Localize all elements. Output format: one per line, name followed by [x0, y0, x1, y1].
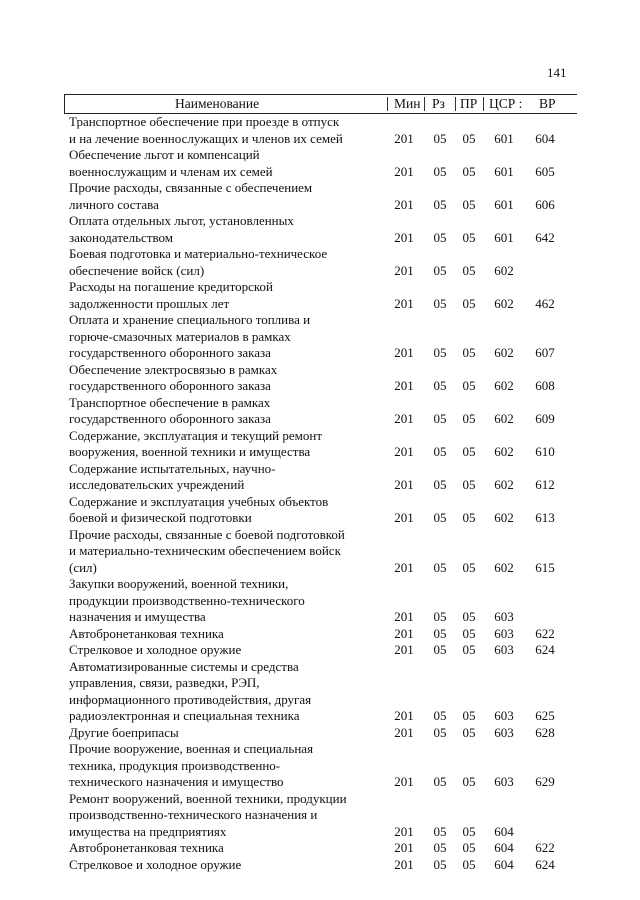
cell-csr: 603 — [494, 774, 514, 789]
row-name-line: боевой и физической подготовки — [69, 510, 252, 525]
cell-min: 201 — [394, 625, 414, 641]
cell-rz: 05 — [433, 724, 447, 740]
cell-min: 201 — [394, 559, 414, 575]
cell-rz: 05 — [433, 477, 447, 492]
cell-pr: 05 — [462, 856, 476, 872]
cell-pr: 05 — [462, 295, 476, 311]
cell-vr: 609 — [535, 411, 555, 426]
cell-rz: 05 — [433, 625, 447, 641]
row-name-line: продукции производственно-технического — [69, 592, 305, 608]
cell-rz: 05 — [433, 642, 447, 657]
table-row — [0, 659, 640, 725]
table-row — [0, 725, 640, 742]
header-vr: ВР — [539, 96, 556, 111]
row-name-line: государственного оборонного заказа — [69, 345, 271, 360]
cell-pr: 05 — [462, 196, 476, 212]
cell-min: 201 — [394, 708, 414, 723]
cell-rz: 05 — [433, 444, 447, 459]
row-name-line: Прочие вооружение, военная и специальная — [69, 741, 314, 756]
cell-rz: 05 — [433, 559, 447, 575]
table-row — [0, 428, 640, 461]
cell-pr: 05 — [462, 444, 476, 459]
cell-pr: 05 — [462, 708, 476, 723]
cell-csr: 604 — [494, 840, 514, 855]
row-name-line: Прочие расходы, связанные с обеспечением — [69, 180, 313, 195]
cell-rz: 05 — [433, 774, 447, 789]
cell-vr: 642 — [535, 229, 555, 245]
table-row — [0, 626, 640, 643]
row-name-line: Содержание, эксплуатация и текущий ремонт — [69, 427, 323, 443]
cell-min: 201 — [394, 823, 414, 839]
cell-csr: 601 — [494, 196, 514, 212]
row-name-line: Стрелковое и холодное оружие — [69, 642, 242, 657]
cell-pr: 05 — [462, 642, 476, 657]
cell-min: 201 — [394, 444, 414, 459]
cell-min: 201 — [394, 856, 414, 872]
cell-vr: 625 — [535, 708, 555, 723]
row-name-line: назначения и имущества — [69, 609, 206, 624]
row-name-line: Стрелковое и холодное оружие — [69, 856, 242, 872]
table-row — [0, 180, 640, 213]
cell-vr: 604 — [535, 130, 555, 146]
cell-vr: 607 — [535, 345, 555, 360]
row-name-line: Расходы на погашение кредиторской — [69, 279, 273, 294]
header-pr: ПР — [460, 96, 478, 111]
cell-vr: 606 — [535, 196, 555, 212]
cell-rz: 05 — [433, 345, 447, 360]
cell-min: 201 — [394, 609, 414, 624]
cell-rz: 05 — [433, 378, 447, 393]
cell-csr: 604 — [494, 856, 514, 872]
cell-csr: 603 — [494, 708, 514, 723]
cell-rz: 05 — [433, 229, 447, 245]
row-name-line: Прочие расходы, связанные с боевой подготовкой — [69, 526, 345, 542]
cell-csr: 603 — [494, 642, 514, 657]
table-row — [0, 114, 640, 147]
row-name-line: Транспортное обеспечение в рамках — [69, 394, 271, 410]
table-row — [0, 791, 640, 841]
table-row — [0, 857, 640, 874]
row-name-line: государственного оборонного заказа — [69, 378, 271, 393]
cell-pr: 05 — [462, 130, 476, 146]
row-name-line: государственного оборонного заказа — [69, 411, 271, 426]
cell-vr: 622 — [535, 625, 555, 641]
cell-pr: 05 — [462, 229, 476, 245]
row-name-line: задолженности прошлых лет — [69, 295, 230, 311]
row-name-line: Транспортное обеспечение при проезде в отпуск — [69, 114, 340, 129]
table-row — [0, 527, 640, 577]
cell-csr: 603 — [494, 724, 514, 740]
row-name-line: личного состава — [69, 196, 159, 212]
cell-pr: 05 — [462, 823, 476, 839]
cell-min: 201 — [394, 724, 414, 740]
cell-pr: 05 — [462, 840, 476, 855]
row-name-line: исследовательских учреждений — [69, 477, 245, 492]
cell-min: 201 — [394, 262, 414, 278]
table-row — [0, 147, 640, 180]
cell-pr: 05 — [462, 625, 476, 641]
row-name-line: законодательством — [69, 229, 174, 245]
cell-min: 201 — [394, 345, 414, 360]
row-name-line: военнослужащим и членам их семей — [69, 163, 273, 179]
cell-vr: 608 — [535, 378, 555, 393]
row-name-line: Автобронетанковая техника — [69, 625, 224, 641]
table-row — [0, 461, 640, 494]
cell-csr: 602 — [494, 378, 514, 393]
cell-rz: 05 — [433, 856, 447, 872]
cell-csr: 602 — [494, 559, 514, 575]
cell-csr: 602 — [494, 510, 514, 525]
cell-rz: 05 — [433, 262, 447, 278]
cell-vr: 624 — [535, 642, 555, 657]
table-row — [0, 840, 640, 857]
row-name-line: техника, продукция производственно- — [69, 757, 281, 773]
cell-csr: 602 — [494, 345, 514, 360]
cell-rz: 05 — [433, 510, 447, 525]
cell-vr: 612 — [535, 477, 555, 492]
cell-vr: 629 — [535, 774, 555, 789]
cell-csr: 601 — [494, 229, 514, 245]
cell-csr: 603 — [494, 625, 514, 641]
row-name-line: технического назначения и имущество — [69, 774, 284, 789]
table-row — [0, 279, 640, 312]
table-row — [0, 213, 640, 246]
cell-csr: 602 — [494, 477, 514, 492]
table-row — [0, 362, 640, 395]
cell-min: 201 — [394, 642, 414, 657]
header-min: Мин — [394, 96, 421, 111]
cell-rz: 05 — [433, 411, 447, 426]
cell-min: 201 — [394, 840, 414, 855]
cell-csr: 602 — [494, 295, 514, 311]
cell-min: 201 — [394, 130, 414, 146]
table-row — [0, 741, 640, 791]
cell-min: 201 — [394, 378, 414, 393]
page-number: 141 — [547, 65, 567, 80]
cell-min: 201 — [394, 295, 414, 311]
cell-min: 201 — [394, 163, 414, 179]
cell-csr: 604 — [494, 823, 514, 839]
row-name-line: Боевая подготовка и материально-техническое — [69, 246, 328, 261]
cell-vr: 624 — [535, 856, 555, 872]
row-name-line: горюче-смазочных материалов в рамках — [69, 328, 291, 344]
row-name-line: имущества на предприятиях — [69, 823, 227, 839]
row-name-line: Другие боеприпасы — [69, 724, 179, 740]
cell-pr: 05 — [462, 378, 476, 393]
cell-vr: 610 — [535, 444, 555, 459]
cell-csr: 601 — [494, 130, 514, 146]
table-row — [0, 246, 640, 279]
cell-vr: 613 — [535, 510, 555, 525]
table-row — [0, 642, 640, 659]
cell-pr: 05 — [462, 477, 476, 492]
table-row — [0, 494, 640, 527]
row-name-line: (сил) — [69, 559, 97, 575]
header-rz: Рз — [432, 96, 445, 111]
row-name-line: Ремонт вооружений, военной техники, продукции — [69, 790, 347, 806]
cell-rz: 05 — [433, 196, 447, 212]
row-name-line: Автоматизированные системы и средства — [69, 658, 299, 674]
cell-pr: 05 — [462, 411, 476, 426]
row-name-line: Содержание и эксплуатация учебных объектов — [69, 493, 329, 509]
cell-min: 201 — [394, 196, 414, 212]
row-name-line: Оплата отдельных льгот, установленных — [69, 213, 294, 228]
cell-rz: 05 — [433, 840, 447, 855]
cell-pr: 05 — [462, 774, 476, 789]
cell-rz: 05 — [433, 823, 447, 839]
cell-pr: 05 — [462, 510, 476, 525]
cell-rz: 05 — [433, 609, 447, 624]
cell-csr: 601 — [494, 163, 514, 179]
row-name-line: обеспечение войск (сил) — [69, 262, 205, 278]
cell-rz: 05 — [433, 295, 447, 311]
row-name-line: Содержание испытательных, научно- — [69, 460, 276, 476]
cell-csr: 602 — [494, 411, 514, 426]
cell-vr: 462 — [535, 295, 555, 311]
cell-vr: 628 — [535, 724, 555, 740]
cell-min: 201 — [394, 477, 414, 492]
row-name-line: Закупки вооружений, военной техники, — [69, 576, 289, 591]
header-name: Наименование — [175, 96, 260, 111]
cell-pr: 05 — [462, 559, 476, 575]
cell-pr: 05 — [462, 163, 476, 179]
cell-csr: 602 — [494, 444, 514, 459]
cell-min: 201 — [394, 229, 414, 245]
row-name-line: Автобронетанковая техника — [69, 840, 224, 855]
cell-vr: 605 — [535, 163, 555, 179]
row-name-line: Обеспечение электросвязью в рамках — [69, 361, 278, 377]
cell-vr: 615 — [535, 559, 555, 575]
row-name-line: радиоэлектронная и специальная техника — [69, 708, 300, 723]
row-name-line: и на лечение военнослужащих и членов их семей — [69, 130, 343, 146]
row-name-line: и материально-техническим обеспечением войск — [69, 543, 341, 558]
cell-min: 201 — [394, 774, 414, 789]
row-name-line: Обеспечение льгот и компенсаций — [69, 147, 260, 162]
row-name-line: Оплата и хранение специального топлива и — [69, 312, 311, 327]
row-name-line: производственно-технического назначения и — [69, 807, 318, 822]
cell-csr: 602 — [494, 262, 514, 278]
table-row — [0, 312, 640, 362]
cell-vr: 622 — [535, 840, 555, 855]
row-name-line: вооружения, военной техники и имущества — [69, 444, 311, 459]
cell-csr: 603 — [494, 609, 514, 624]
cell-rz: 05 — [433, 163, 447, 179]
cell-pr: 05 — [462, 262, 476, 278]
row-name-line: информационного противодействия, другая — [69, 691, 312, 707]
table-row — [0, 576, 640, 626]
cell-rz: 05 — [433, 130, 447, 146]
cell-rz: 05 — [433, 708, 447, 723]
cell-pr: 05 — [462, 724, 476, 740]
cell-min: 201 — [394, 411, 414, 426]
table-row — [0, 395, 640, 428]
header-csr: ЦСР : — [489, 96, 523, 111]
cell-pr: 05 — [462, 345, 476, 360]
cell-min: 201 — [394, 510, 414, 525]
row-name-line: управления, связи, разведки, РЭП, — [69, 675, 260, 690]
cell-pr: 05 — [462, 609, 476, 624]
